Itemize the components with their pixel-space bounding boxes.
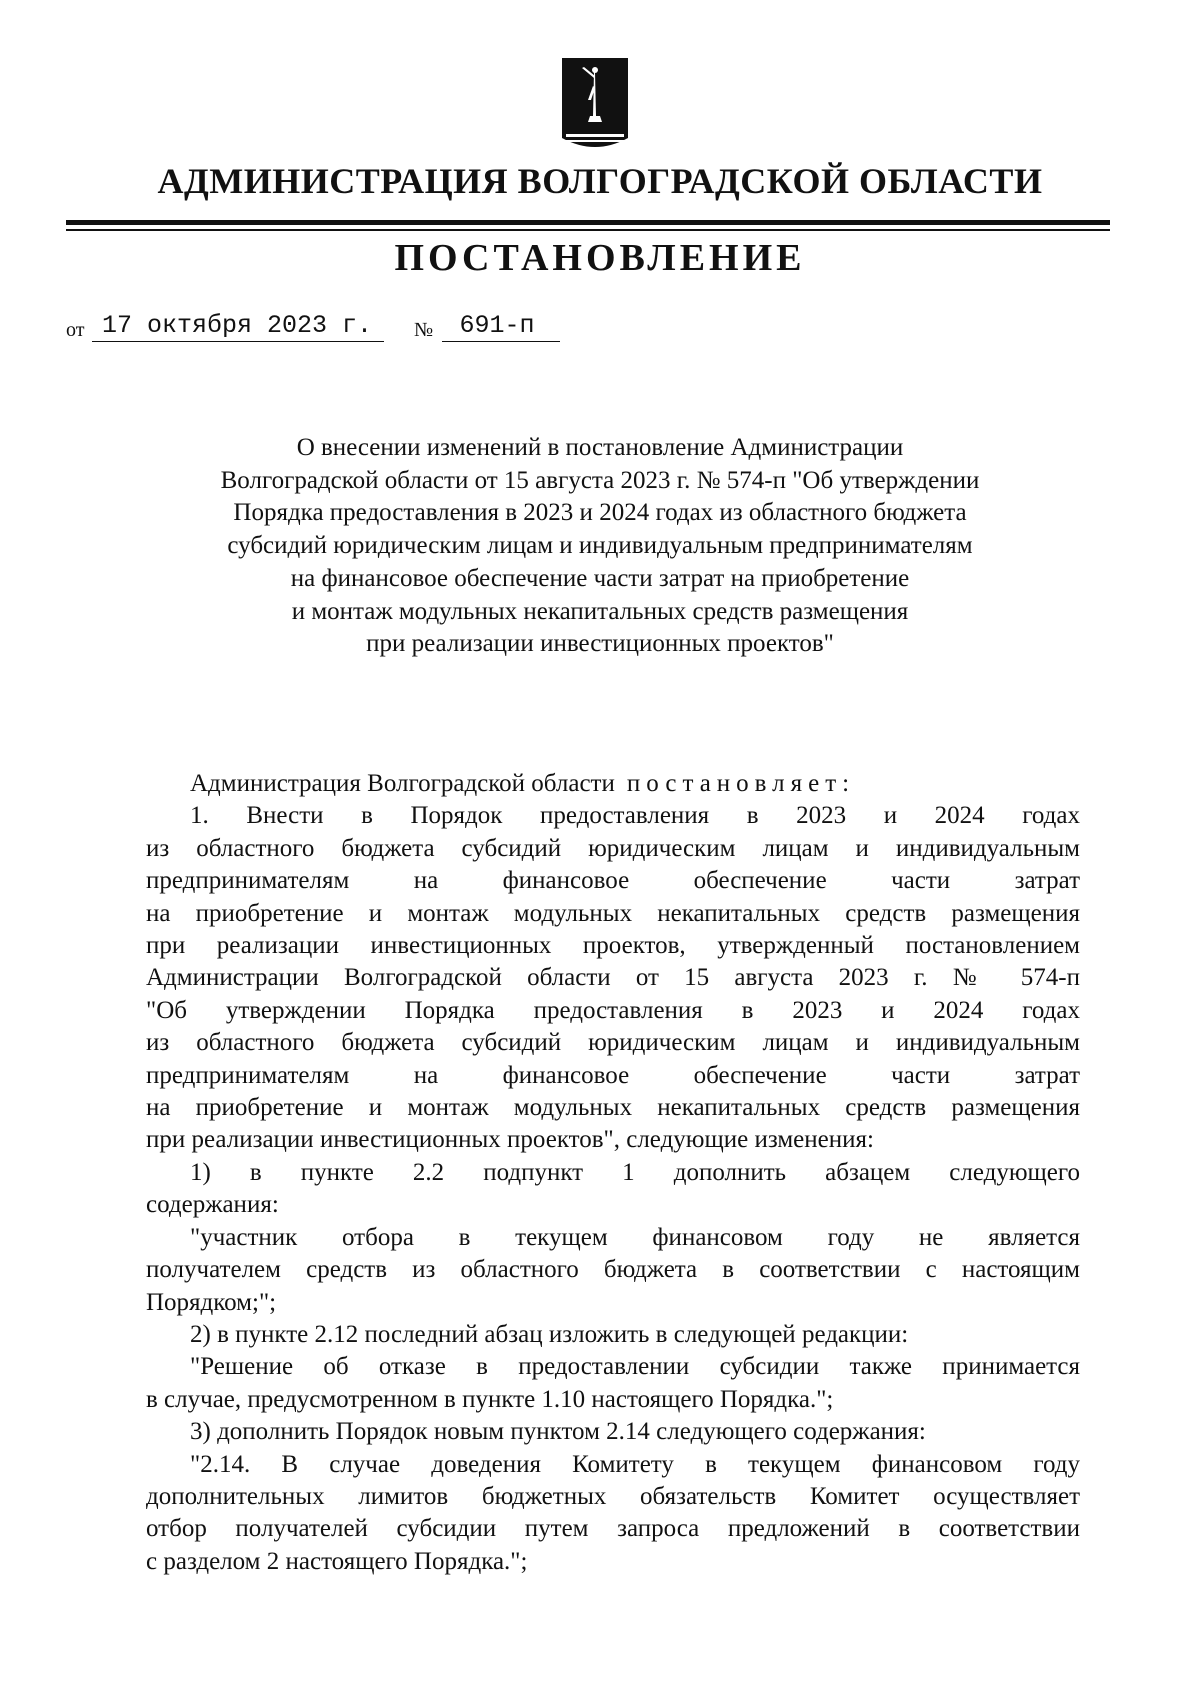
subject-line: на финансовое обеспечение части затрат на приобретение (290, 564, 910, 592)
resolves-word: постановляет: (626, 770, 856, 797)
document-type-title: ПОСТАНОВЛЕНИЕ (394, 237, 806, 279)
preamble-text: Администрация Волгоградской области (190, 770, 615, 797)
paragraph-line: "участник отбора в текущем финансовом году не является (190, 1223, 1080, 1251)
paragraph-line: "Об утверждении Порядка предоставления в 2023 и 2024 годах (146, 996, 1080, 1024)
paragraph-line: в случае, предусмотренном в пункте 1.10 настоящего Порядка."; (146, 1385, 834, 1413)
header-rule-thick (66, 220, 1110, 225)
subject-line: при реализации инвестиционных проектов" (366, 630, 834, 658)
paragraph-line: 1. Внести в Порядок предоставления в 2023 и 2024 годах (190, 802, 1080, 830)
paragraph-line: на приобретение и монтаж модульных некапитальных средств размещения (146, 1094, 1080, 1122)
paragraph-line: при реализации инвестиционных проектов, утвержденный постановлением (146, 932, 1080, 960)
subject-line: субсидий юридическим лицам и индивидуальным предпринимателям (227, 532, 973, 560)
paragraph-line: "Решение об отказе в предоставлении субсидии также принимается (190, 1353, 1080, 1381)
number-underline (442, 341, 560, 342)
paragraph-line: отбор получателей субсидии путем запроса предложений в соответствии (146, 1515, 1080, 1543)
organization-name: АДМИНИСТРАЦИЯ ВОЛГОГРАДСКОЙ ОБЛАСТИ (157, 161, 1043, 201)
document-date: 17 октября 2023 г. (101, 311, 373, 340)
paragraph-line: из областного бюджета субсидий юридическим лицам и индивидуальным (146, 1029, 1080, 1057)
date-number-line (66, 306, 586, 346)
paragraph-line: Порядком;"; (146, 1288, 277, 1316)
paragraph-line: 3) дополнить Порядок новым пунктом 2.14 следующего содержания: (190, 1418, 926, 1446)
paragraph-line: 2) в пункте 2.12 последний абзац изложить в следующей редакции: (190, 1320, 909, 1348)
paragraph-line: предпринимателям на финансовое обеспечение части затрат (146, 867, 1080, 895)
document-subject (120, 432, 1080, 661)
subject-line: и монтаж модульных некапитальных средств размещения (291, 597, 909, 625)
paragraph-line: содержания: (146, 1191, 279, 1219)
subject-line: О внесении изменений в постановление Администрации (296, 434, 904, 461)
paragraph-line: получателем средств из областного бюджета в соответствии с настоящим (146, 1256, 1080, 1284)
preamble-line (146, 768, 1080, 800)
subject-line: Порядка предоставления в 2023 и 2024 годах из областного бюджета (233, 499, 967, 527)
paragraph-line: "2.14. В случае доведения Комитету в текущем финансовом году (190, 1450, 1080, 1478)
paragraph-line: Администрации Волгоградской области от 15 августа 2023 г. № 574-п (146, 964, 1080, 992)
number-label: № (414, 319, 434, 341)
document-number: 691-п (459, 311, 535, 340)
paragraph-line: из областного бюджета субсидий юридическим лицам и индивидуальным (146, 834, 1080, 862)
paragraph-line: с разделом 2 настоящего Порядка."; (146, 1547, 528, 1575)
header-rule-thin (66, 229, 1110, 231)
paragraph-line: при реализации инвестиционных проектов", следующие изменения: (146, 1126, 874, 1154)
subject-line: Волгоградской области от 15 августа 2023 г. № 574-п "Об утверждении (220, 466, 980, 494)
paragraph-line: на приобретение и монтаж модульных некапитальных средств размещения (146, 899, 1080, 927)
paragraph-line: 1) в пункте 2.2 подпункт 1 дополнить абзацем следующего (190, 1158, 1080, 1186)
document-body (146, 768, 1080, 1578)
paragraph-line: предпринимателям на финансовое обеспечение части затрат (146, 1061, 1080, 1089)
date-underline (92, 341, 384, 342)
volgograd-region-emblem-icon (560, 56, 630, 156)
date-label: от (66, 319, 85, 341)
paragraph-line: дополнительных лимитов бюджетных обязательств Комитет осуществляет (146, 1482, 1080, 1510)
